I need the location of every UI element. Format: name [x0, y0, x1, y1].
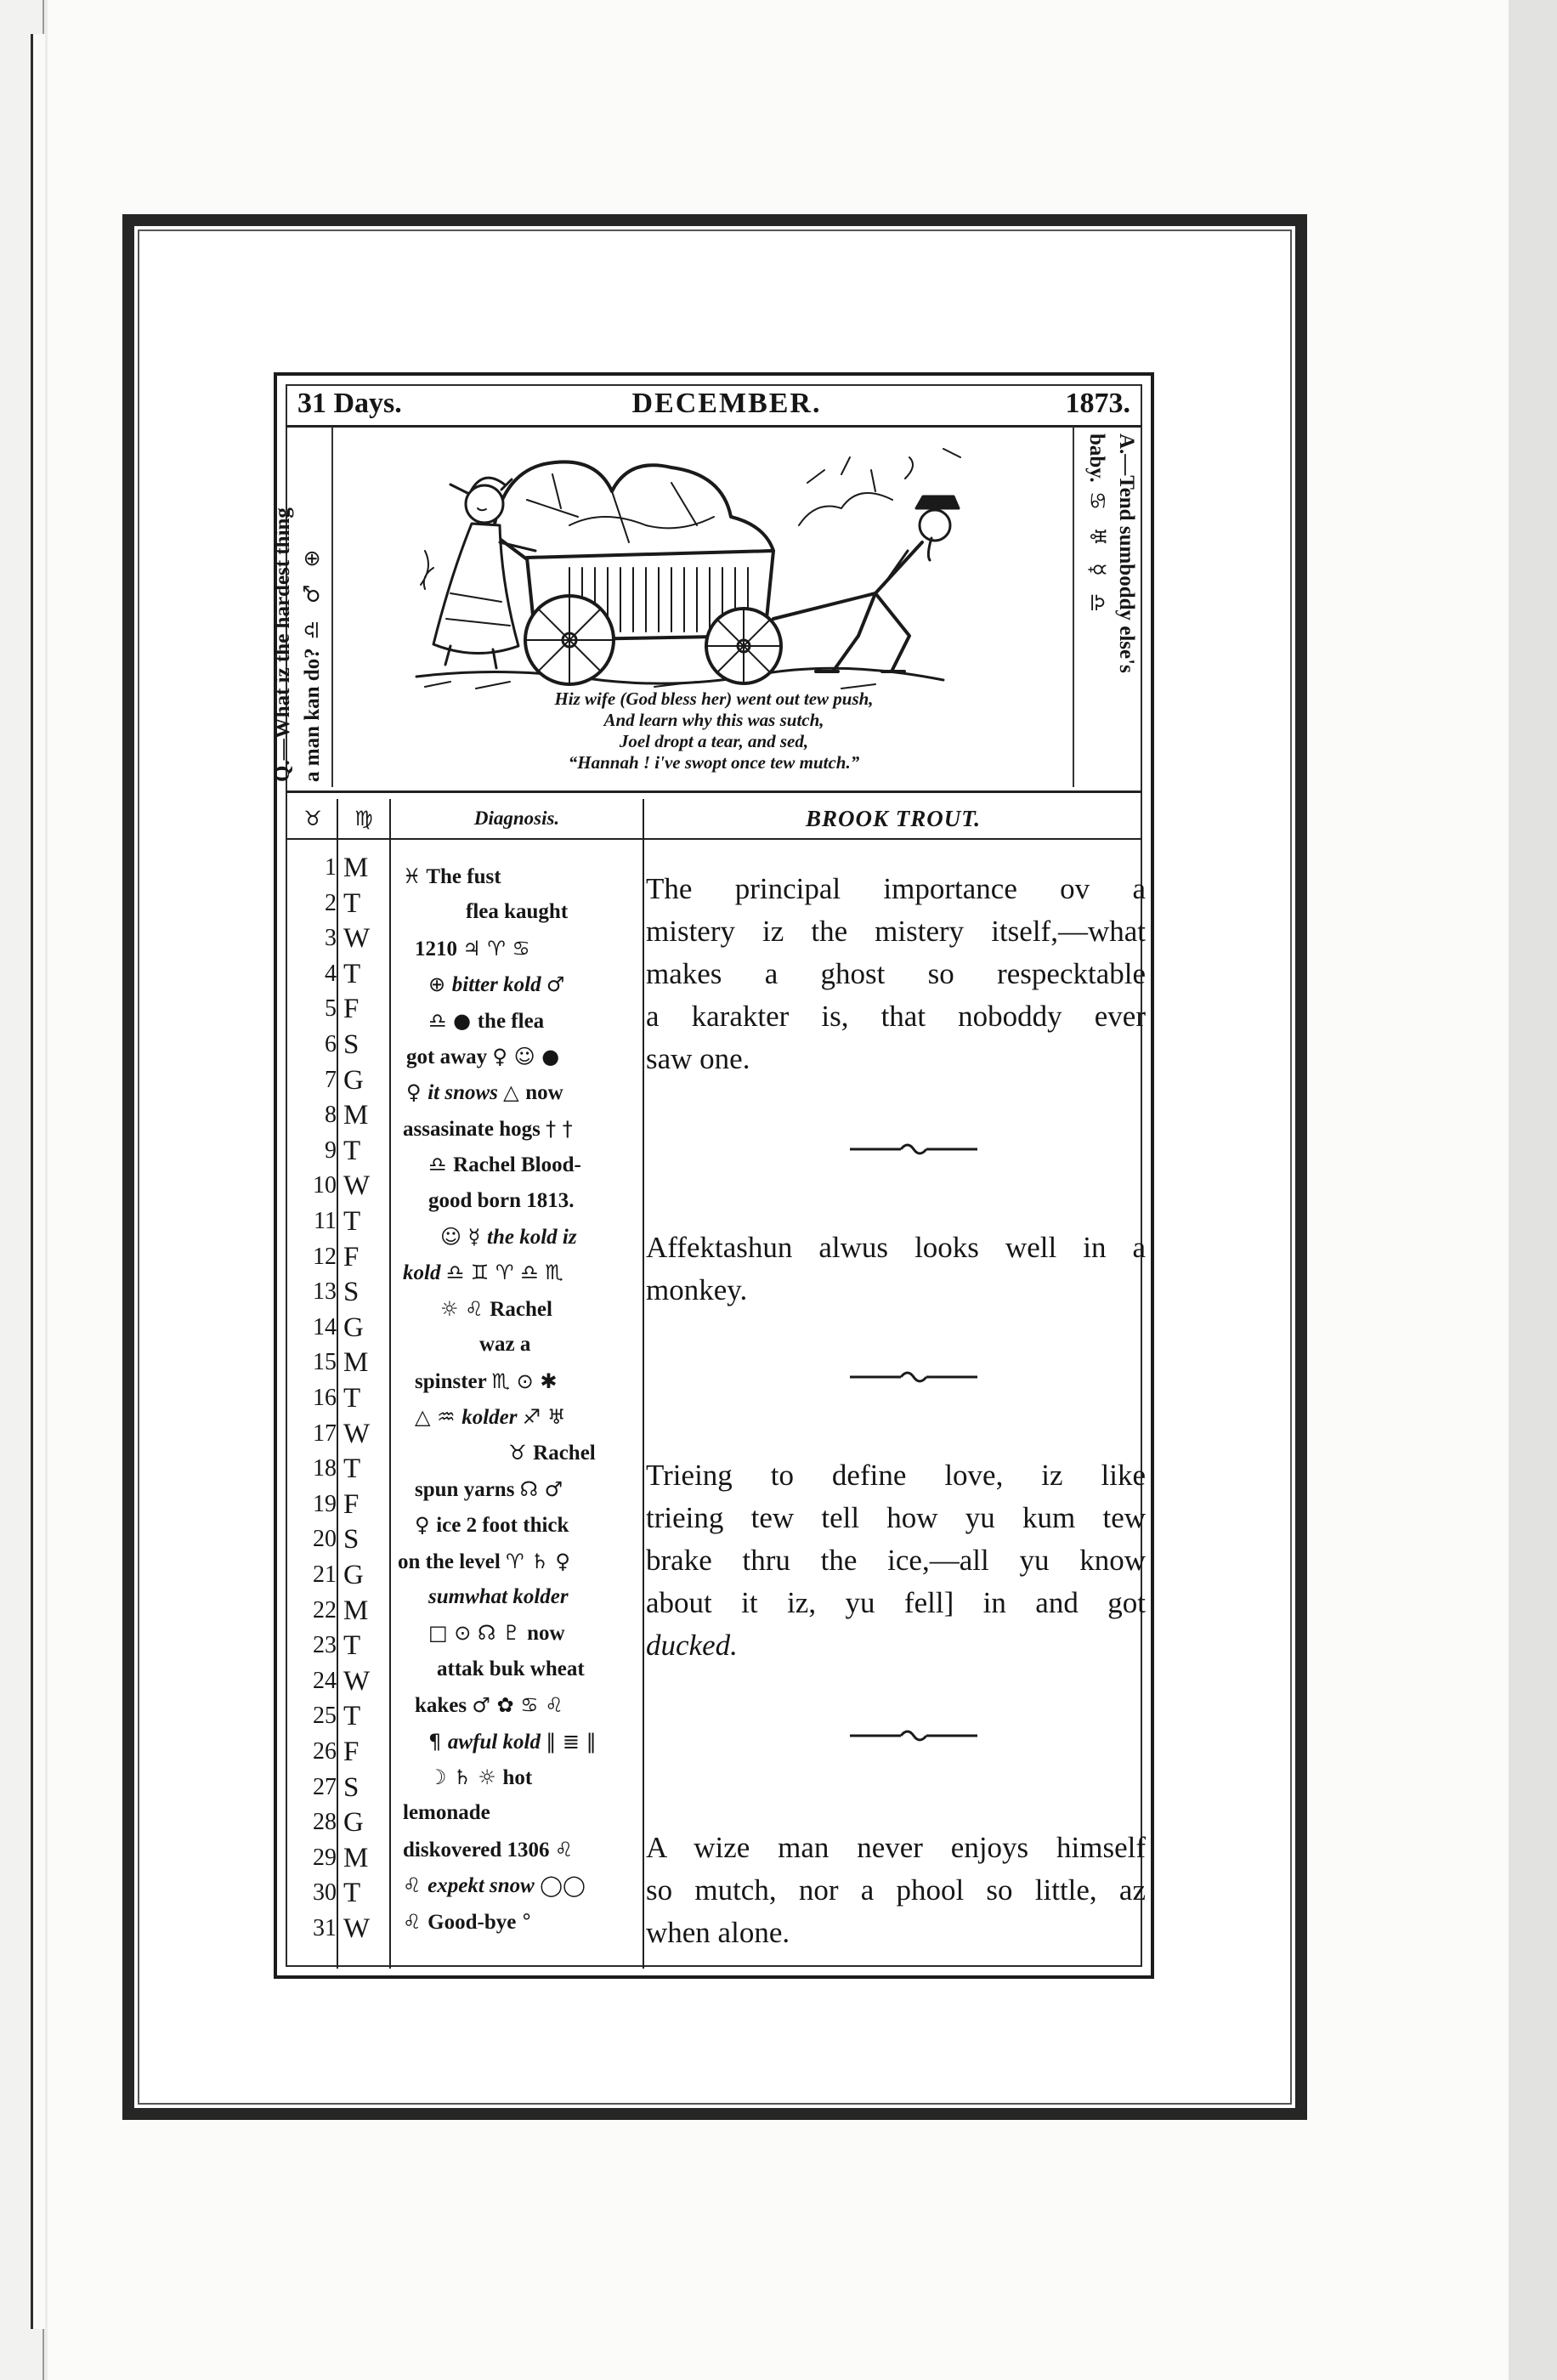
paragraph-3: [646, 1454, 1146, 1666]
astrological-symbols: ♂: [546, 972, 565, 997]
verse-line: Joel dropt a tear, and sed,: [619, 731, 809, 751]
answer-line-2: baby.: [1085, 434, 1108, 483]
diagnosis-line: [398, 1867, 651, 1903]
text-line: brake thru the ice,—all yu know: [646, 1544, 1146, 1577]
weekday-letter: M: [343, 1100, 369, 1131]
weekday-letter: W: [343, 1913, 371, 1944]
astrological-symbols: ♌: [554, 1837, 574, 1862]
astrological-symbols: ♎ ●: [428, 1008, 478, 1033]
day-number: 10: [313, 1172, 337, 1199]
astrological-symbols: △ ♒: [415, 1405, 462, 1429]
day-number: 18: [313, 1455, 337, 1482]
diagnosis-line: [398, 1471, 663, 1507]
astrological-symbols: ♏ ⊙ ✱: [491, 1368, 558, 1393]
diagnosis-text: on the level: [398, 1550, 507, 1573]
day-number: 21: [313, 1561, 337, 1588]
text-line: The principal importance ov a: [646, 872, 1146, 905]
astrological-symbols: ☼ ♌: [440, 1296, 490, 1321]
astrological-symbols: °: [521, 1909, 532, 1934]
day-number: 1: [325, 854, 337, 881]
diagnosis-column-head: Diagnosis.: [473, 808, 560, 829]
day-number: 6: [325, 1031, 337, 1057]
diagnosis-text: 1210: [415, 937, 463, 960]
astrological-symbols: ¶: [428, 1729, 448, 1754]
answer-column-rule: [1073, 427, 1074, 787]
text-line: Affektashun alwus looks well in a: [646, 1231, 1146, 1264]
weekday-letter: M: [343, 1347, 369, 1379]
section-flourish: [850, 1141, 977, 1158]
weekday-letter: G: [343, 1560, 364, 1590]
diagnosis-text: the kold iz: [487, 1226, 577, 1249]
astrological-symbols: □ ⊙ ☊ ♇: [428, 1621, 528, 1646]
astrological-symbols: ♓: [403, 864, 422, 888]
diagnosis-text: expekt snow: [427, 1874, 541, 1898]
weekday-letter: S: [343, 1029, 360, 1060]
diagnosis-text: spun yarns: [415, 1477, 520, 1501]
day-number: 2: [325, 889, 337, 916]
diagnosis-text: spinster: [415, 1369, 492, 1393]
riddle-answer: [1082, 434, 1141, 673]
diagnosis-text: attak buk wheat: [437, 1657, 585, 1680]
diagnosis-line: [398, 1147, 677, 1182]
diagnosis-line: [398, 858, 651, 894]
paragraph-4: [646, 1826, 1146, 1953]
diagnosis-text: kolder: [461, 1406, 523, 1429]
weekday-letter: W: [343, 1418, 371, 1449]
weekday-letter: T: [343, 1206, 361, 1237]
day-number: 17: [313, 1420, 337, 1447]
day-number: 22: [313, 1596, 337, 1624]
diagnosis-line: [398, 1652, 685, 1687]
day-number: 15: [313, 1349, 337, 1376]
day-number: 28: [313, 1809, 337, 1836]
diagnosis-line: [398, 1399, 663, 1435]
text-line: a karakter is, that noboddy ever: [646, 1000, 1146, 1033]
day-number: 16: [313, 1385, 337, 1411]
diagnosis-line: [398, 1003, 677, 1039]
day-number: 19: [313, 1490, 337, 1517]
text-line: monkey.: [646, 1273, 748, 1306]
astrological-symbols: ‖ ≣ ‖: [546, 1729, 597, 1754]
diagnosis-text: good born 1813.: [428, 1188, 575, 1212]
day-number: 9: [325, 1136, 337, 1164]
question-column-rule: [331, 427, 333, 787]
diagnosis-line: [398, 1795, 651, 1831]
diagnosis-text: flea kaught: [466, 900, 569, 924]
diagnosis-text: ice 2 foot thick: [436, 1514, 569, 1538]
illustration-verse: [408, 688, 1020, 774]
illustration-bottom-rule: [286, 790, 1142, 793]
text-line: ducked.: [646, 1629, 738, 1662]
day-number-column-rule: [337, 799, 338, 1969]
diagnosis-text: Rachel: [490, 1297, 552, 1321]
diagnosis-text: now: [527, 1622, 565, 1646]
weekday-letter: G: [343, 1312, 364, 1343]
diagnosis-line: [398, 1255, 651, 1290]
diagnosis-line: [398, 1579, 677, 1615]
diagnosis-text: assasinate hogs: [403, 1117, 546, 1141]
astrological-symbols: ♉: [508, 1441, 534, 1465]
weekday-letter: F: [343, 994, 360, 1025]
day-number: 8: [325, 1102, 337, 1129]
text-line: Trieing to define love, iz like: [646, 1459, 1146, 1492]
diagnosis-line: [398, 1904, 651, 1940]
diagnosis-text: Rachel Blood-: [453, 1153, 581, 1177]
day-number: 25: [313, 1703, 337, 1730]
diagnosis-text: the flea: [477, 1009, 545, 1033]
text-line: mistery iz the mistery itself,—what: [646, 915, 1146, 948]
weekday-letter: T: [343, 1630, 361, 1662]
weekday-letter: F: [343, 1241, 360, 1272]
astrological-symbols: ♎: [428, 1153, 454, 1177]
astrological-symbols: ☽ ♄ ☼: [428, 1765, 503, 1789]
diagnosis-line: [398, 1111, 651, 1147]
day-number: 11: [314, 1208, 337, 1234]
text-line: saw one.: [646, 1042, 750, 1075]
astrological-symbols: † †: [546, 1116, 573, 1141]
astrological-symbols: ☊ ♂: [519, 1476, 563, 1501]
section-flourish: [850, 1368, 977, 1386]
diagnosis-text: kakes: [415, 1694, 473, 1718]
day-number: 3: [325, 925, 337, 952]
day-number: 4: [325, 960, 337, 987]
diagnosis-line: [398, 1724, 677, 1760]
riddle-question: [269, 507, 327, 782]
virgo-sign-column-head: ♍: [354, 807, 373, 830]
text-line: when alone.: [646, 1916, 790, 1949]
month-title: DECEMBER.: [631, 388, 822, 419]
astrological-symbols: ♌: [403, 1909, 428, 1934]
diagnosis-text: kold: [403, 1261, 446, 1285]
moon-sign-column-head: ♉: [303, 807, 322, 830]
question-line-1: Q.—What iz the hardest thing: [271, 507, 294, 782]
diagnosis-text: it snows: [427, 1081, 504, 1105]
column-head-rule: [286, 838, 1142, 840]
astrological-symbols: ⊕: [428, 972, 452, 997]
diagnosis-text: Rachel: [533, 1442, 596, 1465]
day-number: 24: [313, 1667, 337, 1694]
diagnosis-text: waz a: [479, 1333, 531, 1357]
diagnosis-text: Good-bye: [427, 1910, 522, 1934]
diagnosis-line: [398, 1544, 646, 1579]
day-number: 27: [313, 1773, 337, 1800]
verse-line: Hiz wife (God bless her) went out tew push,: [554, 688, 874, 709]
diagnosis-line: [398, 1183, 677, 1219]
astrological-symbols: ♃ ♈ ♋: [462, 936, 531, 960]
weekday-letter: T: [343, 887, 361, 919]
diagnosis-line: [398, 1039, 654, 1074]
weekday-letter: F: [343, 1737, 360, 1767]
weekday-letter: M: [343, 1595, 369, 1626]
diagnosis-line: [398, 1291, 688, 1327]
diagnosis-text: The fust: [421, 865, 501, 888]
day-number: 20: [313, 1526, 337, 1553]
diagnosis-text: sumwhat kolder: [428, 1585, 569, 1608]
text-line: makes a ghost so respecktable: [646, 957, 1146, 990]
day-number: 14: [313, 1313, 337, 1340]
answer-line-1: A.—Tend sumboddy else's: [1115, 434, 1138, 673]
weekday-letter: W: [343, 1665, 371, 1697]
astrological-symbols: ♈ ♄ ♀: [506, 1549, 570, 1573]
astrological-symbols: ♀: [406, 1080, 428, 1105]
diagnosis-line: [398, 1760, 677, 1795]
weekday-letter: M: [343, 1842, 369, 1873]
astrological-symbols: ♎ ♊ ♈ ♎ ♏: [445, 1261, 563, 1285]
diagnosis-line: [398, 1507, 663, 1543]
day-number: 29: [313, 1844, 337, 1871]
day-number: 26: [313, 1738, 337, 1765]
facing-page-margin: [31, 34, 45, 2329]
diagnosis-line: [398, 1074, 654, 1110]
weekday-letter: G: [343, 1064, 364, 1096]
diagnosis-line: [398, 1219, 688, 1255]
weekday-letter: F: [343, 1488, 360, 1520]
day-number: 12: [313, 1243, 337, 1270]
diagnosis-line: [398, 1687, 663, 1723]
text-line: so mutch, nor a phool so little, az: [646, 1873, 1146, 1907]
weekday-letter: T: [343, 1701, 361, 1732]
days-count: 31 Days.: [297, 388, 402, 419]
diagnosis-text: bitter kold: [451, 973, 546, 997]
day-number: 7: [325, 1066, 337, 1093]
diagnosis-line: [398, 1615, 677, 1651]
diagnosis-line: [398, 1363, 663, 1399]
diagnosis-text: lemonade: [403, 1801, 490, 1825]
answer-symbols: ♋ ♅ ☿ ♎: [1085, 490, 1110, 618]
weekday-letter: W: [343, 923, 371, 955]
weekday-letter: S: [343, 1277, 360, 1308]
diagnosis-text: hot: [502, 1766, 533, 1789]
day-number: 5: [325, 995, 337, 1023]
weekday-letter: T: [343, 1454, 361, 1485]
weekday-letter: S: [343, 1524, 360, 1556]
diagnosis-line: [398, 931, 663, 966]
verse-line: “Hannah ! i've swopt once tew mutch.”: [568, 752, 860, 773]
diagnosis-line: [398, 966, 677, 1002]
weekday-letter: T: [343, 1383, 361, 1414]
weekday-letter: G: [343, 1807, 364, 1839]
astrological-symbols: △: [503, 1080, 526, 1105]
day-number: 31: [313, 1915, 337, 1941]
astrological-symbols: ☺ ☿: [440, 1225, 488, 1249]
day-number: 23: [313, 1632, 337, 1659]
section-flourish: [850, 1727, 977, 1744]
day-number: 13: [313, 1278, 337, 1306]
paragraph-1: [646, 867, 1146, 1080]
astrological-symbols: ♂ ✿ ♋ ♌: [472, 1693, 563, 1718]
diagnosis-text: now: [525, 1081, 563, 1105]
weekday-letter: M: [343, 853, 369, 883]
text-line: about it iz, yu fell] in and got: [646, 1586, 1146, 1619]
year-label: 1873.: [1065, 388, 1130, 419]
verse-line: And learn why this was sutch,: [603, 710, 824, 730]
diagnosis-line: [398, 1327, 728, 1363]
astrological-symbols: ♀: [415, 1513, 437, 1538]
astrological-symbols: ♌: [403, 1873, 428, 1898]
astrological-symbols: ♐ ♅: [522, 1405, 566, 1429]
weekday-letter: S: [343, 1771, 360, 1803]
diagnosis-text: awful kold: [447, 1730, 546, 1754]
text-line: trieing tew tell how yu kum tew: [646, 1501, 1146, 1534]
weekday-column-rule: [389, 799, 391, 1969]
astrological-symbols: ◯◯: [540, 1873, 586, 1898]
paragraph-2: [646, 1226, 1146, 1311]
wagon-illustration: [399, 423, 1028, 695]
weekday-letter: W: [343, 1170, 371, 1202]
diagnosis-line: [398, 1832, 651, 1867]
text-line: A wize man never enjoys himself: [646, 1831, 1146, 1864]
astrological-symbols: ♀ ☺ ●: [492, 1045, 560, 1068]
page-right-edge: [1509, 0, 1557, 2380]
diagnosis-text: diskovered 1306: [403, 1838, 555, 1862]
diagnosis-text: got away: [406, 1046, 493, 1068]
question-line-2: a man kan do?: [301, 648, 324, 782]
weekday-letter: T: [343, 958, 361, 989]
day-number: 30: [313, 1879, 337, 1907]
weekday-letter: T: [343, 1135, 361, 1166]
question-symbols: ♎ ♂ ⊕: [299, 544, 324, 640]
weekday-letter: T: [343, 1878, 361, 1909]
essay-title: BROOK TROUT.: [805, 806, 982, 831]
